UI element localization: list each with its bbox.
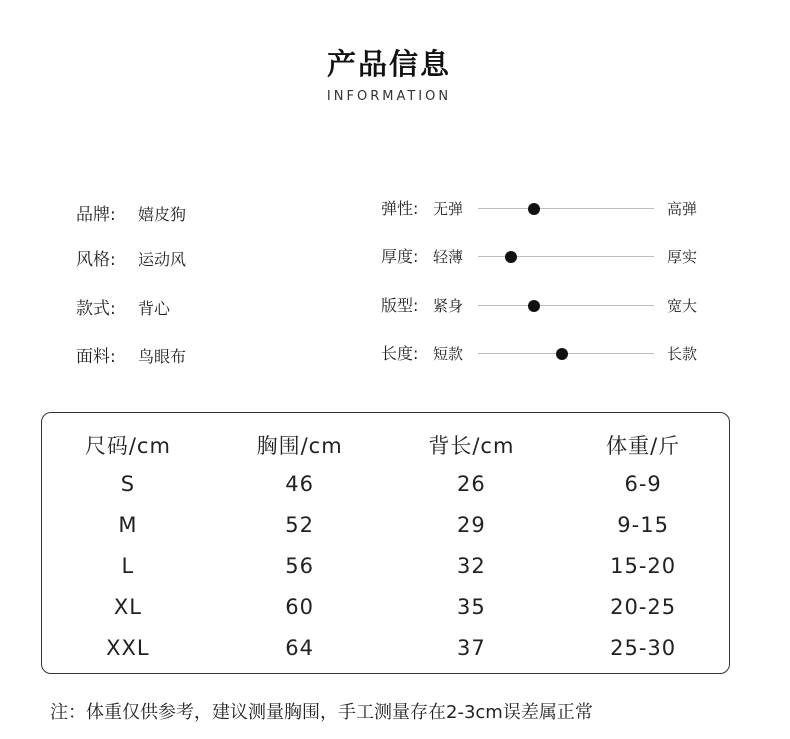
attr-indicator-dot [505, 251, 517, 263]
attr-indicator-dot [556, 348, 568, 360]
table-cell: L [121, 553, 135, 578]
attr-row-elasticity [381, 197, 711, 221]
attr-max-label: 宽大 [667, 297, 698, 315]
info-row-type [76, 294, 170, 319]
table-row [42, 545, 729, 586]
size-chart-box [41, 412, 730, 674]
page-title: 产品信息 [326, 47, 451, 81]
table-cell: 60 [285, 594, 314, 619]
attr-row-length [381, 342, 711, 366]
table-cell: 25-30 [610, 635, 677, 660]
attr-min-label: 短款 [433, 345, 464, 363]
info-value: 嬉皮狗 [138, 205, 187, 224]
attr-track [478, 353, 654, 354]
info-label: 风格: [76, 250, 116, 270]
table-cell: 32 [457, 553, 486, 578]
info-label: 面料: [76, 347, 116, 367]
page-subtitle: INFORMATION [326, 89, 452, 104]
table-cell: 56 [285, 553, 314, 578]
attr-track [478, 305, 654, 306]
table-cell: S [120, 471, 136, 496]
size-table [42, 427, 729, 668]
table-cell: 64 [285, 635, 314, 660]
table-row [42, 627, 729, 668]
table-cell: M [118, 512, 138, 537]
table-cell: 9-15 [617, 512, 669, 537]
table-cell: 6-9 [624, 471, 662, 496]
table-cell: XXL [106, 635, 150, 660]
info-row-fabric [76, 342, 186, 367]
table-cell: XL [113, 594, 142, 619]
table-row [42, 586, 729, 627]
column-header-back-length: 背长/cm [428, 434, 515, 458]
attr-row-thickness [381, 245, 711, 269]
table-cell: 52 [285, 512, 314, 537]
table-cell: 15-20 [610, 553, 677, 578]
attr-label: 厚度: [381, 247, 419, 266]
table-header-row [42, 427, 729, 463]
table-row [42, 463, 729, 504]
table-cell: 26 [457, 471, 486, 496]
table-cell: 20-25 [610, 594, 677, 619]
info-row-style [76, 245, 186, 270]
attr-max-label: 长款 [667, 345, 698, 363]
info-value: 鸟眼布 [138, 347, 187, 366]
attr-min-label: 紧身 [433, 297, 464, 315]
attr-track [478, 208, 654, 209]
table-cell: 46 [285, 471, 314, 496]
attr-min-label: 轻薄 [433, 248, 464, 266]
column-header-size: 尺码/cm [84, 434, 171, 458]
info-label: 品牌: [76, 205, 116, 225]
column-header-chest: 胸围/cm [256, 434, 343, 458]
info-value: 运动风 [138, 250, 187, 269]
measurement-note: 注：体重仅供参考，建议测量胸围，手工测量存在2-3cm误差属正常 [50, 702, 593, 723]
table-cell: 37 [457, 635, 486, 660]
table-row [42, 504, 729, 545]
attr-label: 长度: [381, 344, 419, 363]
attr-track [478, 256, 654, 257]
attr-indicator-dot [528, 203, 540, 215]
info-label: 款式: [76, 299, 116, 319]
attr-min-label: 无弹 [433, 200, 464, 218]
table-cell: 35 [457, 594, 486, 619]
attr-indicator-dot [528, 300, 540, 312]
attr-max-label: 高弹 [667, 200, 698, 218]
attr-max-label: 厚实 [667, 248, 698, 266]
attr-label: 版型: [381, 296, 419, 315]
table-cell: 29 [457, 512, 486, 537]
info-value: 背心 [138, 299, 171, 318]
attr-row-fit [381, 294, 711, 318]
info-row-brand [76, 200, 186, 225]
attr-label: 弹性: [381, 199, 419, 218]
column-header-weight: 体重/斤 [606, 434, 681, 458]
